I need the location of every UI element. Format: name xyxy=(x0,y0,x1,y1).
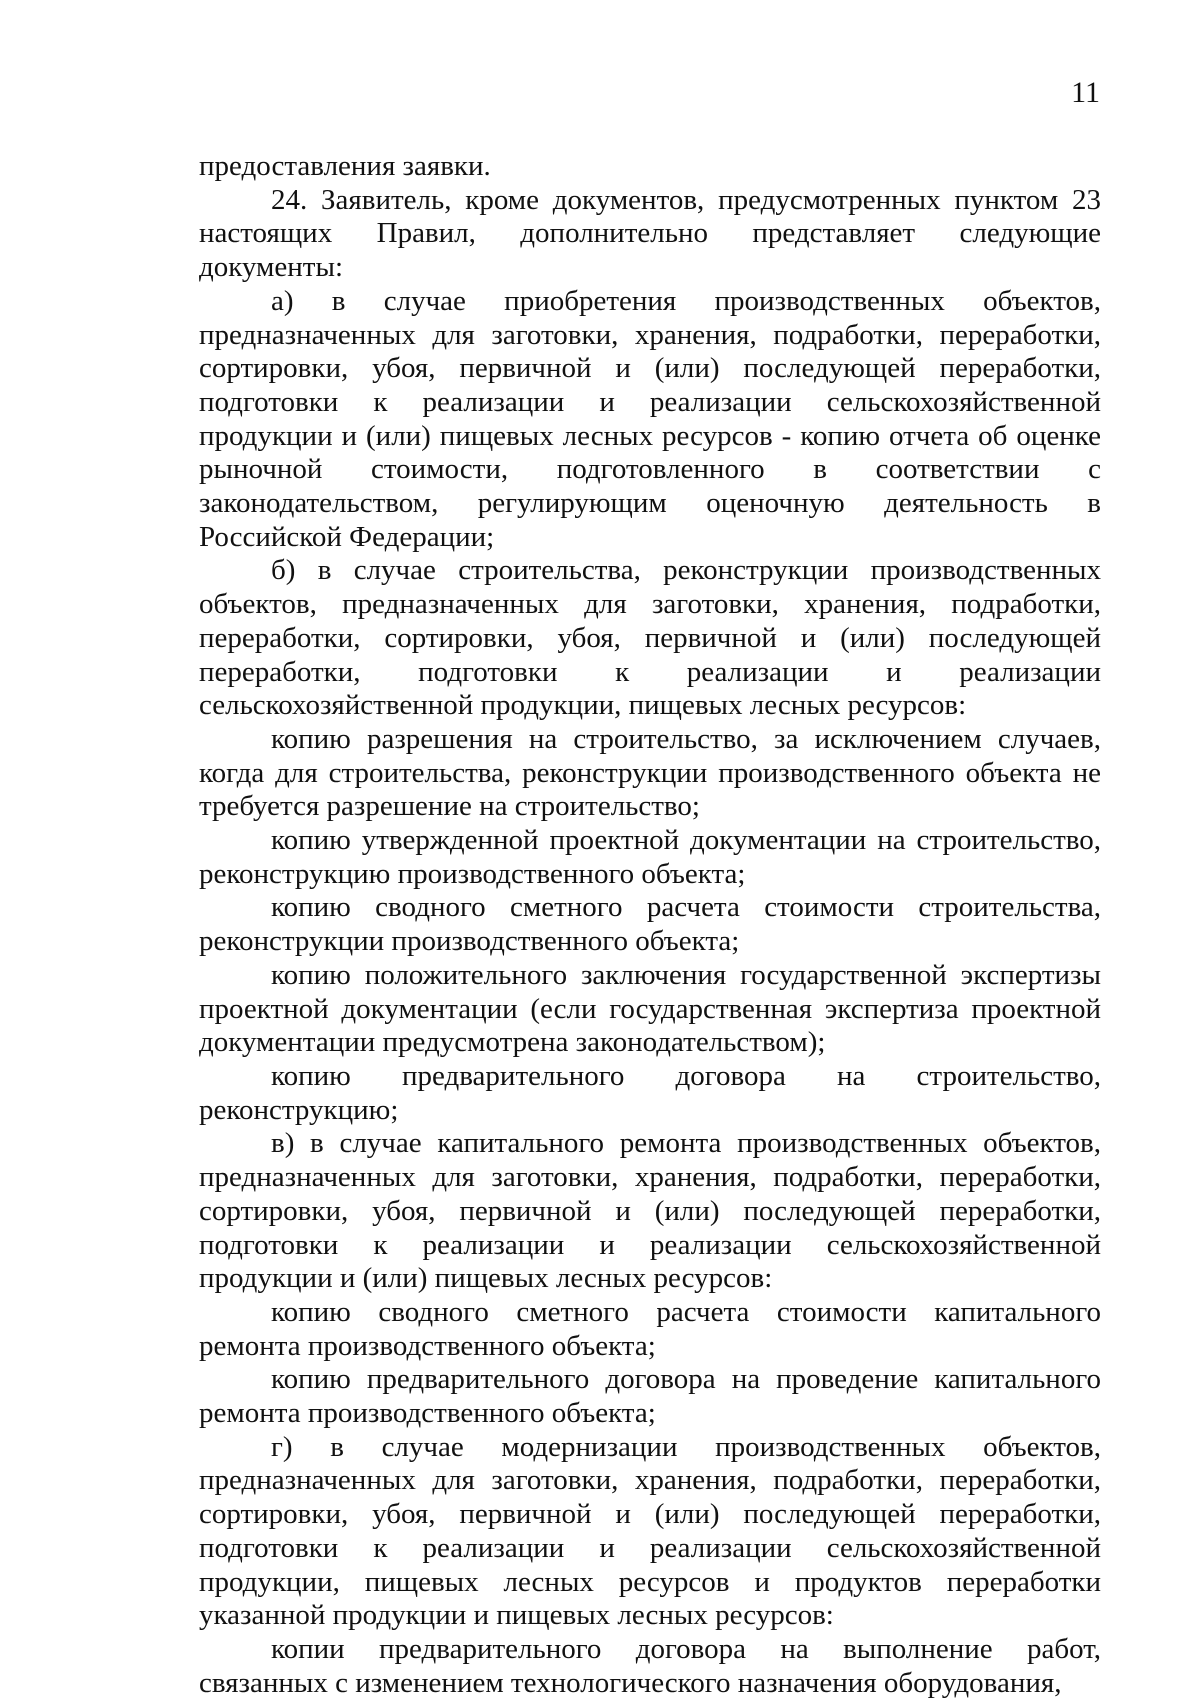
paragraph-subitem-b: б) в случае строительства, реконструкции производственных объектов, предназначенных для заготовки, хранения, подработки, переработки, сортировки, убоя, первичной и (или) последующей переработки, подготовки к реализации и реализации сельскохозяйственной продукции, пищевых лесных ресурсов: xyxy=(199,554,1101,722)
paragraph-item-24: 24. Заявитель, кроме документов, предусмотренных пунктом 23 настоящих Правил, дополнительно представляет следующие документы: xyxy=(199,183,1101,284)
paragraph-cost-estimate: копию сводного сметного расчета стоимости строительства, реконструкции производственного объекта; xyxy=(199,891,1101,958)
paragraph-state-expertise: копию положительного заключения государственной экспертизы проектной документации (если государственная экспертиза проектной документации предусмотрена законодательством); xyxy=(199,958,1101,1059)
paragraph-subitem-g: г) в случае модернизации производственных объектов, предназначенных для заготовки, хранения, подработки, переработки, сортировки, убоя, первичной и (или) последующей переработки, подготовки к реализации и реализации сельскохозяйственной продукции, пищевых лесных ресурсов и продуктов переработки указанной продукции и пищевых лесных ресурсов: xyxy=(199,1430,1101,1632)
paragraph-preliminary-contract: копию предварительного договора на строительство, реконструкцию; xyxy=(199,1059,1101,1126)
paragraph-building-permit: копию разрешения на строительство, за исключением случаев, когда для строительства, реконструкции производственного объекта не требуется разрешение на строительство; xyxy=(199,722,1101,823)
paragraph-subitem-v: в) в случае капитального ремонта производственных объектов, предназначенных для заготовки, хранения, подработки, переработки, сортировки, убоя, первичной и (или) последующей переработки, подготовки к реализации и реализации сельскохозяйственной продукции и (или) пищевых лесных ресурсов: xyxy=(199,1127,1101,1295)
paragraph-continuation: предоставления заявки. xyxy=(199,150,491,182)
paragraph-repair-contract: копию предварительного договора на проведение капитального ремонта производственного объекта; xyxy=(199,1363,1101,1430)
document-body xyxy=(199,150,1101,1700)
paragraph-subitem-a: а) в случае приобретения производственных объектов, предназначенных для заготовки, хранения, подработки, переработки, сортировки, убоя, первичной и (или) последующей переработки, подготовки к реализации и реализации сельскохозяйственной продукции и (или) пищевых лесных ресурсов - копию отчета об оценке рыночной стоимости, подготовленного в соответствии с законодательством, регулирующим оценочную деятельность в Российской Федерации; xyxy=(199,284,1101,553)
paragraph-project-documentation: копию утвержденной проектной документации на строительство, реконструкцию производственного объекта; xyxy=(199,824,1101,890)
page-number: 11 xyxy=(1071,76,1100,109)
paragraph-repair-cost-estimate: копию сводного сметного расчета стоимости капитального ремонта производственного объекта; xyxy=(199,1295,1101,1362)
paragraph-works-contract: копии предварительного договора на выполнение работ, связанных с изменением технологического назначения оборудования, xyxy=(199,1632,1101,1699)
